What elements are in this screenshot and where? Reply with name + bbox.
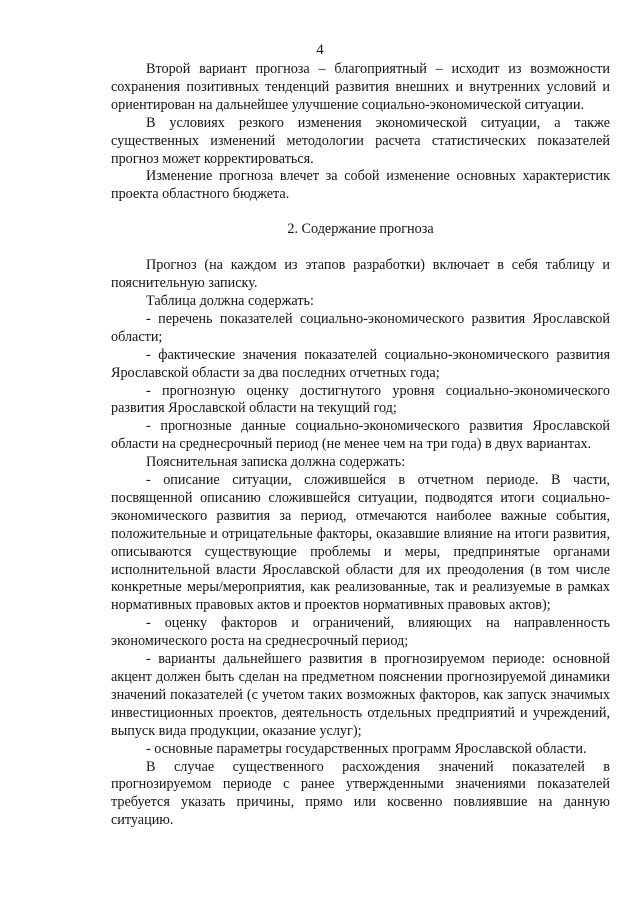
list-item-state-programs: - основные параметры государственных программ Ярославской области. [146, 740, 587, 757]
document-body [111, 61, 610, 830]
list-item-factors-assessment: - оценку факторов и ограничений, влияющих на направленность экономического роста на среднесрочный период; [111, 615, 610, 650]
list-item-actual-values: - фактические значения показателей социально-экономического развития Ярославской области за два последних отчетных года; [111, 346, 610, 381]
page-number: 4 [316, 42, 324, 58]
list-item-current-year-estimate: - прогнозную оценку достигнутого уровня социально-экономического развития Ярославской области на текущий год; [111, 382, 610, 417]
paragraph-note-contents-intro: Пояснительная записка должна содержать: [146, 454, 406, 471]
list-item-medium-term-forecast: - прогнозные данные социально-экономического развития Ярославской области на среднесрочный период (не менее чем на три года) в двух вариантах. [111, 418, 610, 453]
list-item-indicator-list: - перечень показателей социально-экономического развития Ярославской области; [111, 310, 610, 345]
paragraph-discrepancy-reasons: В случае существенного расхождения значений показателей в прогнозируемом периоде с ранее утвержденными значениями показателей требуется указать причины, прямо или косвенно повлиявшие на данную ситуацию. [111, 758, 610, 829]
list-item-development-variants: - варианты дальнейшего развития в прогнозируемом периоде: основной акцент должен быть сделан на предметном пояснении прогнозируемой динамики значений показателей (с учетом таких возможных факторов, как запуск значимых инвестиционных проектов, деятельность отдельных предприятий и учреждений, выпуск вида продукции, оказание услуг); [111, 651, 610, 739]
paragraph-forecast-adjustment: В условиях резкого изменения экономической ситуации, а также существенных изменений методологии расчета статистических показателей прогноз может корректироваться. [111, 114, 610, 167]
paragraph-table-contents-intro: Таблица должна содержать: [146, 292, 314, 309]
paragraph-budget-impact: Изменение прогноза влечет за собой изменение основных характеристик проекта областного бюджета. [111, 168, 610, 203]
list-item-situation-description: - описание ситуации, сложившейся в отчетном периоде. В части, посвященной описанию сложившейся ситуации, подводятся итоги социально-экономического развития за период, отмечаются наиболее важные события, положительные и отрицательные факторы, оказавшие влияние на итоги развития, описываются существующие проблемы и меры, предпринятые органами исполнительной власти Ярославской области для их преодоления (в том числе конкретные меры/мероприятия, как реализованные, так и реализуемые в рамках нормативных правовых актов и проектов нормативных правовых актов); [111, 472, 610, 614]
paragraph-forecast-composition: Прогноз (на каждом из этапов разработки) включает в себя таблицу и пояснительную записку. [111, 257, 610, 292]
section-heading: 2. Содержание прогноза [287, 221, 434, 238]
paragraph-favorable-variant: Второй вариант прогноза – благоприятный – исходит из возможности сохранения позитивных тенденций развития внешних и внутренних условий и ориентирован на дальнейшее улучшение социально-экономической ситуации. [111, 61, 610, 113]
